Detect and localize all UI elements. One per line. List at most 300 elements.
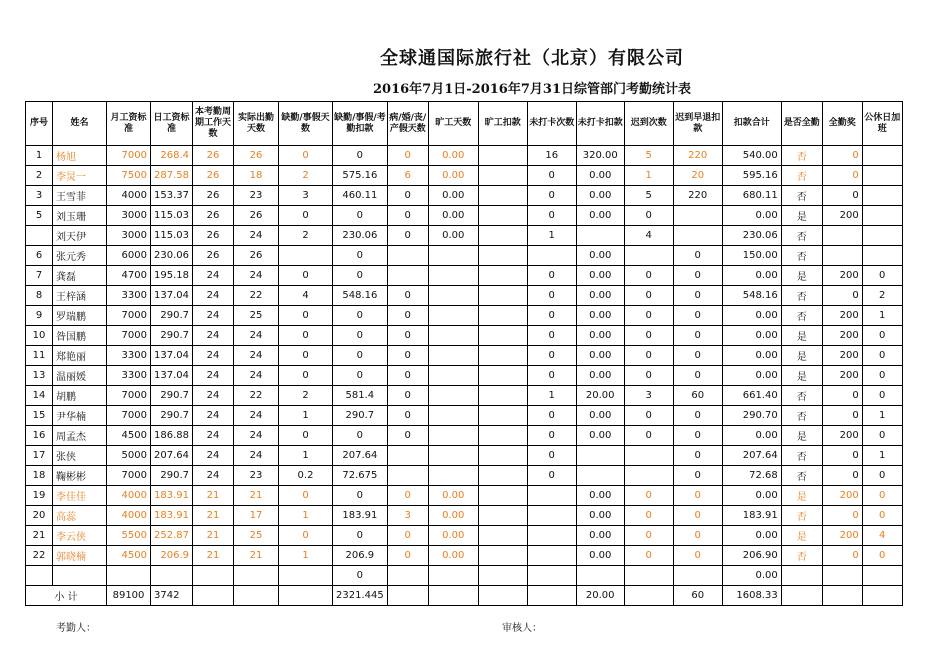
table-cell: 230.06 bbox=[333, 226, 388, 246]
table-cell: 0 bbox=[673, 306, 722, 326]
table-cell bbox=[478, 486, 527, 506]
table-cell: 17 bbox=[26, 446, 53, 466]
table-cell: 72.68 bbox=[722, 466, 781, 486]
table-cell: 21 bbox=[193, 546, 234, 566]
table-cell: 4500 bbox=[107, 546, 151, 566]
table-cell: 否 bbox=[781, 466, 822, 486]
subtotal-label: 小 计 bbox=[26, 586, 107, 606]
table-cell bbox=[387, 566, 428, 586]
table-cell: 0 bbox=[822, 546, 862, 566]
table-cell: 否 bbox=[781, 546, 822, 566]
table-cell: 0 bbox=[527, 466, 576, 486]
table-cell: 21 bbox=[193, 526, 234, 546]
table-cell: 0 bbox=[333, 266, 388, 286]
table-cell bbox=[862, 166, 902, 186]
table-cell: 龚磊 bbox=[53, 266, 107, 286]
table-cell: 0 bbox=[527, 266, 576, 286]
table-cell: 否 bbox=[781, 386, 822, 406]
table-cell: 0 bbox=[279, 526, 333, 546]
table-cell: 581.4 bbox=[333, 386, 388, 406]
table-cell: 200 bbox=[822, 426, 862, 446]
table-cell: 137.04 bbox=[151, 346, 193, 366]
table-cell: 0.00 bbox=[576, 526, 624, 546]
table-cell: 4 bbox=[624, 226, 673, 246]
table-cell: 0 bbox=[527, 286, 576, 306]
table-cell: 0 bbox=[387, 306, 428, 326]
table-cell: 是 bbox=[781, 346, 822, 366]
table-cell: 150.00 bbox=[722, 246, 781, 266]
page-title: 全球通国际旅行社（北京）有限公司 bbox=[380, 48, 684, 69]
column-header: 扣款合计 bbox=[722, 102, 781, 146]
table-cell: 高蕊 bbox=[53, 506, 107, 526]
footer-attendance-label: 考勤人： bbox=[56, 623, 96, 634]
table-cell: 290.7 bbox=[151, 386, 193, 406]
table-cell bbox=[781, 566, 822, 586]
table-cell: 0 bbox=[862, 366, 902, 386]
table-cell bbox=[478, 226, 527, 246]
table-cell: 0 bbox=[333, 246, 388, 266]
table-cell: 0.00 bbox=[428, 186, 478, 206]
table-cell: 0 bbox=[279, 206, 333, 226]
table-cell: 1 bbox=[862, 306, 902, 326]
table-cell bbox=[527, 506, 576, 526]
table-cell: 4 bbox=[279, 286, 333, 306]
table-cell: 0 bbox=[527, 166, 576, 186]
table-cell: 183.91 bbox=[151, 506, 193, 526]
table-cell: 548.16 bbox=[333, 286, 388, 306]
table-cell: 661.40 bbox=[722, 386, 781, 406]
table-cell: 22 bbox=[234, 386, 279, 406]
table-cell bbox=[478, 166, 527, 186]
table-cell: 0 bbox=[673, 286, 722, 306]
table-cell: 0 bbox=[527, 186, 576, 206]
table-cell: 4000 bbox=[107, 506, 151, 526]
table-cell: 24 bbox=[234, 326, 279, 346]
table-cell: 0 bbox=[333, 146, 388, 166]
table-cell: 刘天伊 bbox=[53, 226, 107, 246]
table-cell: 548.16 bbox=[722, 286, 781, 306]
table-cell: 0.00 bbox=[576, 186, 624, 206]
table-cell: 5 bbox=[26, 206, 53, 226]
table-cell: 0.00 bbox=[428, 546, 478, 566]
header-row bbox=[26, 102, 903, 146]
table-cell: 3300 bbox=[107, 346, 151, 366]
table-cell bbox=[478, 526, 527, 546]
table-row bbox=[26, 546, 903, 566]
table-cell bbox=[862, 566, 902, 586]
table-cell bbox=[822, 226, 862, 246]
table-cell bbox=[478, 466, 527, 486]
table-cell: 0.00 bbox=[428, 206, 478, 226]
table-cell: 李佳佳 bbox=[53, 486, 107, 506]
table-cell: 0.00 bbox=[576, 266, 624, 286]
table-cell: 24 bbox=[193, 366, 234, 386]
table-cell: 郑艳丽 bbox=[53, 346, 107, 366]
table-cell: 0.00 bbox=[576, 486, 624, 506]
table-cell bbox=[624, 466, 673, 486]
table-cell: 230.06 bbox=[151, 246, 193, 266]
table-cell: 张元秀 bbox=[53, 246, 107, 266]
table-cell: 11 bbox=[26, 346, 53, 366]
subtotal-deduction: 2321.445 bbox=[333, 586, 388, 606]
table-cell: 540.00 bbox=[722, 146, 781, 166]
table-cell: 137.04 bbox=[151, 286, 193, 306]
table-cell: 24 bbox=[234, 446, 279, 466]
table-cell: 24 bbox=[193, 286, 234, 306]
table-cell: 0 bbox=[673, 246, 722, 266]
table-cell: 1 bbox=[26, 146, 53, 166]
table-cell: 0 bbox=[822, 286, 862, 306]
table-cell: 0.00 bbox=[576, 506, 624, 526]
table-cell: 胡鹏 bbox=[53, 386, 107, 406]
table-cell bbox=[234, 566, 279, 586]
table-cell: 0 bbox=[333, 526, 388, 546]
table-cell bbox=[428, 386, 478, 406]
table-cell: 0 bbox=[387, 386, 428, 406]
table-cell bbox=[862, 246, 902, 266]
table-cell: 8 bbox=[26, 286, 53, 306]
table-cell: 21 bbox=[234, 486, 279, 506]
table-cell: 1 bbox=[527, 386, 576, 406]
table-cell: 24 bbox=[234, 426, 279, 446]
table-cell: 18 bbox=[26, 466, 53, 486]
table-cell: 7000 bbox=[107, 146, 151, 166]
table-cell: 郭晓楠 bbox=[53, 546, 107, 566]
table-cell: 24 bbox=[234, 266, 279, 286]
table-cell: 183.91 bbox=[151, 486, 193, 506]
table-cell: 26 bbox=[234, 206, 279, 226]
table-cell: 183.91 bbox=[722, 506, 781, 526]
table-cell bbox=[527, 246, 576, 266]
table-cell: 24 bbox=[193, 426, 234, 446]
table-cell: 0.00 bbox=[428, 226, 478, 246]
table-row bbox=[26, 366, 903, 386]
table-cell: 0 bbox=[333, 326, 388, 346]
table-row bbox=[26, 426, 903, 446]
table-cell: 200 bbox=[822, 526, 862, 546]
table-cell: 22 bbox=[26, 546, 53, 566]
table-cell: 是 bbox=[781, 266, 822, 286]
table-cell: 6 bbox=[387, 166, 428, 186]
table-cell bbox=[428, 306, 478, 326]
table-cell: 5 bbox=[624, 146, 673, 166]
subtotal-salary: 89100 bbox=[107, 586, 151, 606]
table-cell bbox=[862, 226, 902, 246]
table-cell: 3 bbox=[279, 186, 333, 206]
column-header: 病/婚/丧/产假天数 bbox=[387, 102, 428, 146]
table-cell bbox=[576, 226, 624, 246]
table-cell bbox=[428, 286, 478, 306]
table-cell: 0.00 bbox=[576, 246, 624, 266]
table-cell: 200 bbox=[822, 306, 862, 326]
table-cell: 207.64 bbox=[151, 446, 193, 466]
table-cell: 0 bbox=[673, 406, 722, 426]
table-cell: 0 bbox=[527, 346, 576, 366]
table-cell: 0.00 bbox=[722, 206, 781, 226]
column-header: 日工资标准 bbox=[151, 102, 193, 146]
table-cell bbox=[428, 566, 478, 586]
table-cell: 0 bbox=[624, 326, 673, 346]
table-cell: 0 bbox=[387, 406, 428, 426]
table-cell bbox=[107, 566, 151, 586]
table-cell: 1 bbox=[279, 406, 333, 426]
table-cell: 王梓涵 bbox=[53, 286, 107, 306]
table-cell bbox=[478, 366, 527, 386]
table-cell: 0 bbox=[279, 426, 333, 446]
table-cell: 0 bbox=[387, 526, 428, 546]
table-row bbox=[26, 386, 903, 406]
table-cell: 24 bbox=[193, 386, 234, 406]
table-cell: 200 bbox=[822, 486, 862, 506]
table-cell: 周孟杰 bbox=[53, 426, 107, 446]
table-row bbox=[26, 466, 903, 486]
table-cell: 李炅一 bbox=[53, 166, 107, 186]
table-cell: 0 bbox=[387, 326, 428, 346]
table-cell: 0 bbox=[673, 426, 722, 446]
table-cell: 4700 bbox=[107, 266, 151, 286]
table-cell: 14 bbox=[26, 386, 53, 406]
table-cell: 0 bbox=[333, 306, 388, 326]
table-cell: 0 bbox=[527, 446, 576, 466]
table-cell bbox=[478, 206, 527, 226]
table-cell: 0 bbox=[862, 466, 902, 486]
table-cell: 5000 bbox=[107, 446, 151, 466]
table-row bbox=[26, 506, 903, 526]
table-cell: 0 bbox=[279, 146, 333, 166]
table-cell: 是 bbox=[781, 426, 822, 446]
table-cell bbox=[862, 186, 902, 206]
table-cell: 0 bbox=[387, 366, 428, 386]
table-cell: 26 bbox=[193, 246, 234, 266]
table-cell bbox=[527, 526, 576, 546]
table-cell: 0.00 bbox=[428, 486, 478, 506]
table-cell bbox=[53, 566, 107, 586]
table-cell: 25 bbox=[234, 526, 279, 546]
subtotal-daily: 3742 bbox=[151, 586, 193, 606]
table-cell: 1 bbox=[862, 446, 902, 466]
column-header: 缺勤/事假天数 bbox=[279, 102, 333, 146]
table-cell: 0 bbox=[673, 466, 722, 486]
table-cell: 否 bbox=[781, 446, 822, 466]
table-cell: 0.00 bbox=[722, 306, 781, 326]
table-cell: 0 bbox=[822, 406, 862, 426]
column-header: 公休日加班 bbox=[862, 102, 902, 146]
table-cell: 575.16 bbox=[333, 166, 388, 186]
table-cell: 否 bbox=[781, 186, 822, 206]
table-cell: 0.00 bbox=[576, 366, 624, 386]
column-header: 本考勤周期工作天数 bbox=[193, 102, 234, 146]
table-cell: 4500 bbox=[107, 426, 151, 446]
table-cell: 13 bbox=[26, 366, 53, 386]
table-cell bbox=[478, 406, 527, 426]
table-cell: 0 bbox=[862, 326, 902, 346]
table-cell bbox=[428, 246, 478, 266]
column-header: 未打卡次数 bbox=[527, 102, 576, 146]
table-cell: 0 bbox=[333, 486, 388, 506]
table-cell: 0 bbox=[279, 346, 333, 366]
table-cell bbox=[822, 566, 862, 586]
table-cell bbox=[478, 566, 527, 586]
table-cell bbox=[428, 466, 478, 486]
table-cell: 6000 bbox=[107, 246, 151, 266]
subtotal-row bbox=[26, 586, 903, 606]
table-cell: 尹华楠 bbox=[53, 406, 107, 426]
table-cell: 18 bbox=[234, 166, 279, 186]
table-cell: 0 bbox=[527, 306, 576, 326]
table-cell: 5 bbox=[624, 186, 673, 206]
table-row bbox=[26, 186, 903, 206]
table-cell: 220 bbox=[673, 186, 722, 206]
table-cell bbox=[193, 566, 234, 586]
table-cell: 0 bbox=[333, 346, 388, 366]
table-cell: 0 bbox=[673, 326, 722, 346]
table-cell bbox=[624, 566, 673, 586]
table-cell: 0 bbox=[822, 446, 862, 466]
table-cell: 24 bbox=[193, 466, 234, 486]
table-cell bbox=[478, 386, 527, 406]
table-cell: 0.00 bbox=[576, 346, 624, 366]
table-row bbox=[26, 306, 903, 326]
table-cell: 刘玉珊 bbox=[53, 206, 107, 226]
table-cell: 0 bbox=[624, 346, 673, 366]
table-cell: 0 bbox=[624, 526, 673, 546]
table-cell: 183.91 bbox=[333, 506, 388, 526]
table-cell: 0 bbox=[387, 346, 428, 366]
table-cell: 230.06 bbox=[722, 226, 781, 246]
table-cell: 0 bbox=[333, 566, 388, 586]
table-cell: 0 bbox=[673, 446, 722, 466]
table-cell: 23 bbox=[234, 186, 279, 206]
table-cell: 3000 bbox=[107, 226, 151, 246]
table-cell: 0 bbox=[822, 186, 862, 206]
table-cell: 290.7 bbox=[333, 406, 388, 426]
table-cell: 23 bbox=[234, 466, 279, 486]
subtotal-total: 1608.33 bbox=[722, 586, 781, 606]
table-cell: 否 bbox=[781, 166, 822, 186]
table-cell: 0.00 bbox=[722, 566, 781, 586]
table-cell: 0 bbox=[673, 366, 722, 386]
table-cell: 0.2 bbox=[279, 466, 333, 486]
table-cell: 24 bbox=[193, 326, 234, 346]
table-cell: 是 bbox=[781, 526, 822, 546]
table-cell: 287.58 bbox=[151, 166, 193, 186]
table-cell bbox=[478, 306, 527, 326]
table-cell: 290.7 bbox=[151, 466, 193, 486]
table-cell: 0 bbox=[624, 366, 673, 386]
table-cell: 26 bbox=[234, 146, 279, 166]
table-cell: 26 bbox=[193, 226, 234, 246]
table-cell: 0 bbox=[527, 326, 576, 346]
table-cell: 0 bbox=[387, 486, 428, 506]
table-cell bbox=[624, 446, 673, 466]
table-cell: 7000 bbox=[107, 386, 151, 406]
table-row bbox=[26, 286, 903, 306]
table-row bbox=[26, 566, 903, 586]
table-cell: 15 bbox=[26, 406, 53, 426]
table-cell: 24 bbox=[234, 366, 279, 386]
table-cell: 否 bbox=[781, 286, 822, 306]
table-cell: 7000 bbox=[107, 406, 151, 426]
attendance-table bbox=[25, 101, 903, 606]
table-cell: 是 bbox=[781, 326, 822, 346]
table-cell: 0.00 bbox=[722, 346, 781, 366]
table-cell: 1 bbox=[279, 446, 333, 466]
table-cell: 0 bbox=[527, 366, 576, 386]
table-cell: 0 bbox=[624, 306, 673, 326]
table-cell: 0.00 bbox=[428, 166, 478, 186]
footer-reviewer-label: 审核人： bbox=[502, 623, 542, 634]
table-cell bbox=[428, 426, 478, 446]
table-cell: 0 bbox=[862, 266, 902, 286]
table-cell: 4000 bbox=[107, 186, 151, 206]
table-cell: 206.90 bbox=[722, 546, 781, 566]
table-cell: 7500 bbox=[107, 166, 151, 186]
table-cell: 否 bbox=[781, 506, 822, 526]
table-cell: 220 bbox=[673, 146, 722, 166]
table-cell: 186.88 bbox=[151, 426, 193, 446]
table-cell bbox=[822, 246, 862, 266]
table-cell bbox=[673, 206, 722, 226]
table-cell: 3000 bbox=[107, 206, 151, 226]
table-cell: 0 bbox=[279, 266, 333, 286]
table-cell: 0.00 bbox=[428, 526, 478, 546]
table-row bbox=[26, 226, 903, 246]
table-cell: 2 bbox=[279, 386, 333, 406]
table-cell: 115.03 bbox=[151, 226, 193, 246]
subtotal-late-deduct: 60 bbox=[673, 586, 722, 606]
table-cell: 252.87 bbox=[151, 526, 193, 546]
table-cell: 0.00 bbox=[576, 306, 624, 326]
table-cell: 0 bbox=[624, 266, 673, 286]
table-cell: 5500 bbox=[107, 526, 151, 546]
table-cell bbox=[478, 346, 527, 366]
table-cell: 200 bbox=[822, 326, 862, 346]
table-cell: 0.00 bbox=[576, 326, 624, 346]
table-cell bbox=[478, 446, 527, 466]
table-cell: 0 bbox=[673, 546, 722, 566]
table-subtitle: 2016年7月1日-2016年7月31日综管部门考勤统计表 bbox=[373, 82, 691, 97]
table-cell: 鞠彬彬 bbox=[53, 466, 107, 486]
table-cell: 0 bbox=[624, 426, 673, 446]
table-cell: 0 bbox=[862, 546, 902, 566]
table-cell: 0 bbox=[822, 386, 862, 406]
table-row bbox=[26, 446, 903, 466]
table-cell: 1 bbox=[862, 406, 902, 426]
table-cell: 0 bbox=[279, 486, 333, 506]
table-cell: 0 bbox=[279, 306, 333, 326]
column-header: 月工资标准 bbox=[107, 102, 151, 146]
table-cell: 2 bbox=[862, 286, 902, 306]
table-cell: 20.00 bbox=[576, 386, 624, 406]
table-cell: 0 bbox=[387, 206, 428, 226]
table-cell: 1 bbox=[279, 546, 333, 566]
table-cell: 21 bbox=[26, 526, 53, 546]
table-cell: 0 bbox=[673, 506, 722, 526]
table-cell: 0 bbox=[624, 206, 673, 226]
table-cell: 0 bbox=[822, 166, 862, 186]
table-cell: 0 bbox=[527, 426, 576, 446]
table-cell: 0.00 bbox=[722, 526, 781, 546]
table-cell: 460.11 bbox=[333, 186, 388, 206]
table-cell: 22 bbox=[234, 286, 279, 306]
table-cell: 207.64 bbox=[722, 446, 781, 466]
table-cell: 0.00 bbox=[576, 546, 624, 566]
table-cell: 0.00 bbox=[576, 166, 624, 186]
table-cell: 0.00 bbox=[428, 146, 478, 166]
table-cell: 李云侠 bbox=[53, 526, 107, 546]
table-cell: 否 bbox=[781, 406, 822, 426]
table-cell: 0 bbox=[624, 286, 673, 306]
